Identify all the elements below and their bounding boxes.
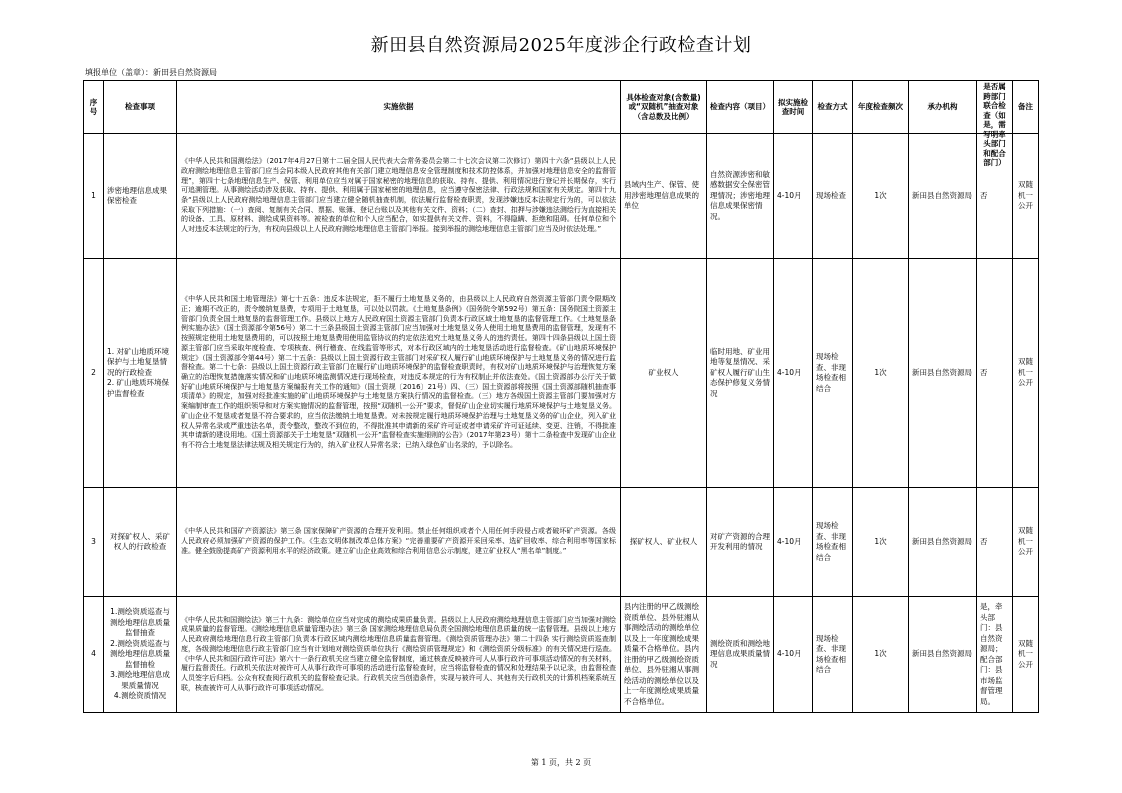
time-text: 4-10月	[777, 367, 802, 377]
table-cell	[177, 488, 621, 597]
basis-text: 《中华人民共和国测绘法》（2017年4月27日第十二届全国人民代表大会常务委员会第二十七次会议第二次修订）第四十六条“县级以上人民政府测绘地理信息主管部门应当会同本级人民政府其他有关部门建立地理信息安全管理制度和技术防控体系，并加强对地理信息安全的监督管理”，第四十七条地理信息生产、保管、利用单位应当对属于国家秘密的地理信息的获取、持有、提供、利用情况进行登记并长期保存，实行可追溯管理。从事测绘活动涉及获取、持有、提供、利用属于国家秘密的地理信息，应当遵守保密法律、行政法规和国家有关规定。第四十九条“县级以上人民政府测绘地理信息主管部门应当建立健全随机抽查机制，依法履行监督检查职责，发现涉嫌违反本法规定行为的，可以依法采取下列措施：（一）查阅、复制有关合同、票据、账簿、登记台账以及其他有关文件、资料；（二）查封、扣押与涉嫌违法测绘行为直接相关的设备、工具、原材料、测绘成果资料等。被检查的单位和个人应当配合，如实提供有关文件、资料，不得隐瞒、拒绝和阻碍。任何单位和个人对违反本法规定的行为，有权向县级以上人民政府测绘地理信息主管部门举报。接到举报的测绘地理信息主管部门应当及时依法处理。”	[181, 157, 616, 234]
header-cell	[977, 81, 1013, 167]
table-cell	[909, 259, 977, 488]
page-title: 新田县自然资源局2025年度涉企行政检查计划	[370, 35, 752, 56]
inspection-plan-table	[83, 80, 1039, 713]
header-cell	[909, 81, 977, 134]
table-header-row	[84, 81, 1039, 134]
table-cell	[177, 597, 621, 713]
table-cell	[774, 597, 813, 713]
header-joint: 是否属跨部门联合检查（如是，需写明牵头部门和配合部门）	[983, 82, 1006, 167]
table-cell	[813, 259, 853, 488]
content-text: 临时用地、矿业用地等复垦情况、采矿权人履行矿山生态保护修复义务情况	[710, 346, 770, 398]
table-cell	[104, 134, 177, 259]
method-text: 现场检查、非现场检查相结合	[816, 633, 846, 674]
header-cell	[621, 81, 707, 134]
table-cell	[977, 488, 1013, 597]
time-text: 4-10月	[777, 649, 802, 659]
content-text: 自然资源涉密和敏感数据安全保密管理情况；涉密地理信息成果保密情况。	[710, 169, 770, 221]
header-cell	[774, 81, 813, 134]
table-cell	[853, 488, 909, 597]
header-seq: 序号	[89, 97, 98, 116]
basis-text: 《中华人民共和国测绘法》第三十九条：测绘单位应当对完成的测绘成果质量负责。县级以上人民政府测绘地理信息主管部门应当加强对测绘成果质量的监督管理。《测绘地理信息质量管理办法》第三条 国家测绘地理信息局负责全国测绘地理信息质量的统一监督管理。县级以上地方人民政府测绘地理信息行政主管部门负责本行政区域内测绘地理信息质量监督管理。《测绘资质管理办法》第二十四条 实行测绘资质巡查制度，各级测绘地理信息行政主管部门应当有计划地对测绘资质单位执行《测绘资质管理规定》和《测绘资质分级标准》的有关情况进行巡查。《中华人民共和国行政许可法》第六十一条行政机关应当建立健全监督制度，通过核查反映被许可人从事行政许可事项活动情况的有关材料，履行监督责任。行政机关依法对被许可人从事行政许可事项的活动进行监督检查时，应当将监督检查的情况和处理结果予以记录，由监督检查人员签字后归档。公众有权查阅行政机关的监督检查记录。行政机关应当创造条件，实现与被许可人、其他有关行政机关的计算机档案系统互联，核查被许可人从事行政许可事项活动情况。	[181, 615, 616, 692]
frequency-text: 1次	[874, 536, 887, 546]
agency-text: 新田县自然资源局	[912, 649, 972, 659]
method-text: 现场检查、非现场检查相结合	[816, 352, 846, 393]
table-cell	[909, 597, 977, 713]
table-row	[84, 488, 1039, 597]
table-cell	[104, 259, 177, 488]
header-agency: 承办机构	[927, 102, 958, 112]
header-cell	[813, 81, 853, 134]
content-text: 测绘资质和测绘地理信息成果质量情况	[710, 638, 770, 669]
method-text: 现场检查	[816, 190, 846, 200]
item-text: 1. 对矿山地质环境保护与土地复垦情况的行政检查 2. 矿山地质环境保护监督检查	[107, 346, 170, 398]
table-cell	[104, 597, 177, 713]
table-cell	[84, 259, 104, 488]
table-cell	[621, 259, 707, 488]
filler-unit-label: 填报单位（盖章）：新田县自然资源局	[85, 68, 217, 77]
frequency-text: 1次	[874, 190, 887, 200]
content-text: 对矿产资源的合理开发利用的情况	[710, 531, 770, 551]
table-cell	[104, 488, 177, 597]
time-text: 4-10月	[777, 536, 802, 546]
header-method: 检查方式	[817, 102, 848, 112]
target-text: 县域内生产、保管、使用涉密地理信息成果的单位	[624, 180, 699, 211]
table-cell	[909, 134, 977, 259]
table-cell	[707, 259, 774, 488]
table-cell	[84, 134, 104, 259]
header-cell	[707, 81, 774, 134]
table-cell	[177, 134, 621, 259]
table-cell	[707, 488, 774, 597]
remark-text: 双随机一公开	[1018, 180, 1033, 211]
header-basis: 实施依据	[383, 102, 414, 112]
target-text: 矿业权人	[648, 367, 679, 377]
table-cell	[177, 259, 621, 488]
table-cell	[621, 134, 707, 259]
table-cell	[84, 488, 104, 597]
header-cell	[84, 81, 104, 134]
basis-text: 《中华人民共和国矿产资源法》第三条 国家保障矿产资源的合理开发利用。禁止任何组织或者个人用任何手段侵占或者破坏矿产资源。各级人民政府必须加强矿产资源的保护工作。《生态文明体制改革总体方案》“完善重要矿产资源开采回采率、选矿回收率、综合利用率等国家标准。健全鼓励提高矿产资源利用水平的经济政策。建立矿山企业高效和综合利用信息公示制度，建立矿业权人“黑名单”制度。”	[181, 527, 616, 555]
basis-text: 《中华人民共和国土地管理法》第七十五条：违反本法规定，拒不履行土地复垦义务的，由县级以上人民政府自然资源主管部门责令限期改正；逾期不改正的，责令缴纳复垦费，专项用于土地复垦，可以处以罚款。《土地复垦条例》（国务院令第592号）第五条：国务院国土资源主管部门负责全国土地复垦的监督管理工作。县级以上地方人民政府国土资源主管部门负责本行政区域土地复垦的监督管理工作。《土地复垦条例实施办法》（国土资源部令第56号）第二十三条县级国土资源主管部门应当加强对土地复垦义务人使用土地复垦费用的监督管理，发现有不按照规定使用土地复垦费用的，可以按照土地复垦费用使用监管协议的约定依法追究土地复垦义务人的违约责任。第四十四条县级以上国土资源主管部门应当采取年度检查、专项核查、例行稽查、在线监管等形式，对本行政区域内的土地复垦活动进行监督检查。《矿山地质环境保护规定》（国土资源部令第44号）第二十五条：县级以上国土资源行政主管部门对采矿权人履行矿山地质环境保护与土地复垦义务的情况进行监督检查。第二十七条：县级以上国土资源行政主管部门在履行矿山地质环境保护的监督检查职责时，有权对矿山地质环境保护与治理恢复方案确立的治理恢复措施落实情况和矿山地质环境监测情况进行现场检查，对违反本规定的行为有权制止并依法查处。《国土资源部办公厅关于做好矿山地质环境保护与土地复垦方案编报有关工作的通知》（国土资规〔2016〕21号）四、（三）国土资源部将按照《国土资源部随机抽查事项清单》的规定，加强对经批准实施的矿山地质环境保护与土地复垦方案执行情况的监督检查。（三）地方各级国土资源主管部门要加强对方案编制审查工作的组织领导和对方案实施情况的监督管理，按照“双随机一公开”要求，督促矿山企业切实履行地质环境保护与土地复垦义务。矿山企业不复垦或者复垦不符合要求的，应当依法缴纳土地复垦费。对未按规定履行地质环境保护治理与土地复垦义务的矿山企业，列入矿业权人异常名录或严重违法名单，责令整改，整改不到位的，不得批准其申请新的采矿许可证或者申请采矿许可证延续、变更、注销，不得批准其申请新的建设用地。《国土资源部关于土地复垦“双随机一公开”监督检查实施细则的公告》（2017年第23号）第十二条检查中发现矿山企业有不符合土地复垦法律法规及相关规定行为的，纳入矿业权人异常名录；已纳入绿色矿山名录的，予以除名。	[181, 295, 616, 449]
agency-text: 新田县自然资源局	[912, 190, 972, 200]
table-cell	[774, 134, 813, 259]
table-cell	[774, 488, 813, 597]
remark-text: 双随机一公开	[1018, 357, 1033, 388]
header-remark: 备注	[1018, 102, 1033, 112]
table-cell	[707, 134, 774, 259]
table-cell	[1013, 259, 1039, 488]
table-row	[84, 597, 1039, 713]
table-cell	[621, 488, 707, 597]
joint-text: 否	[980, 536, 988, 546]
table-cell	[1013, 597, 1039, 713]
joint-text: 否	[980, 190, 988, 200]
table-cell	[84, 597, 104, 713]
joint-text: 是，牵头部门：县自然资源局；配合部门：县市场监督管理局。	[980, 602, 1003, 706]
page-number: 第 1 页，共 2 页	[530, 758, 592, 767]
header-item: 检查事项	[125, 102, 155, 112]
table-cell	[813, 488, 853, 597]
time-text: 4-10月	[777, 190, 802, 200]
table-cell	[977, 597, 1013, 713]
joint-text: 否	[980, 367, 988, 377]
seq-text: 4	[91, 649, 96, 659]
agency-text: 新田县自然资源局	[912, 367, 972, 377]
header-cell	[177, 81, 621, 134]
table-row	[84, 134, 1039, 259]
table-cell	[621, 597, 707, 713]
table-cell	[813, 597, 853, 713]
remark-text: 双随机一公开	[1018, 526, 1033, 557]
table-row	[84, 259, 1039, 488]
item-text: 涉密地理信息成果保密检查	[107, 185, 167, 205]
item-text: 1.测绘资质巡查与测绘地理信息质量监督抽查 2.测绘资质巡查与测绘地理信息质量监督抽检 3.测绘地理信息成果质量情况 4.测绘资质情况	[110, 607, 170, 701]
frequency-text: 1次	[874, 367, 887, 377]
table-cell	[813, 134, 853, 259]
table-cell	[853, 259, 909, 488]
header-time: 拟实施检查时间	[778, 97, 808, 116]
header-content: 检查内容（项目）	[710, 102, 770, 112]
header-target: 具体检查对象(含数量)或“双随机”抽查对象（含总数及比例）	[626, 92, 701, 121]
agency-text: 新田县自然资源局	[912, 536, 972, 546]
seq-text: 1	[91, 190, 96, 200]
table-cell	[853, 134, 909, 259]
header-cell	[1013, 81, 1039, 134]
item-text: 对探矿权人、采矿权人的行政检查	[110, 531, 170, 551]
frequency-text: 1次	[874, 649, 887, 659]
header-cell	[853, 81, 909, 134]
seq-text: 2	[91, 367, 96, 377]
table-cell	[977, 259, 1013, 488]
method-text: 现场检查、非现场检查相结合	[816, 521, 846, 562]
table-cell	[774, 259, 813, 488]
seq-text: 3	[91, 536, 96, 546]
table-cell	[853, 597, 909, 713]
table-cell	[1013, 488, 1039, 597]
remark-text: 双随机一公开	[1018, 638, 1033, 669]
table-cell	[909, 488, 977, 597]
header-frequency: 年度检查频次	[858, 102, 903, 112]
table-cell	[707, 597, 774, 713]
target-text: 探矿权人、矿业权人	[629, 536, 698, 546]
target-text: 县内注册的甲乙级测绘资质单位、县外驻湘从事测绘活动的测绘单位以及上一年度测绘成果质量不合格单位。县内注册的甲乙级测绘资质单位、县外驻湘从事测绘活动的测绘单位以及上一年度测绘成果质量不合格单位。	[624, 602, 699, 706]
table-cell	[1013, 134, 1039, 259]
header-cell	[104, 81, 177, 134]
